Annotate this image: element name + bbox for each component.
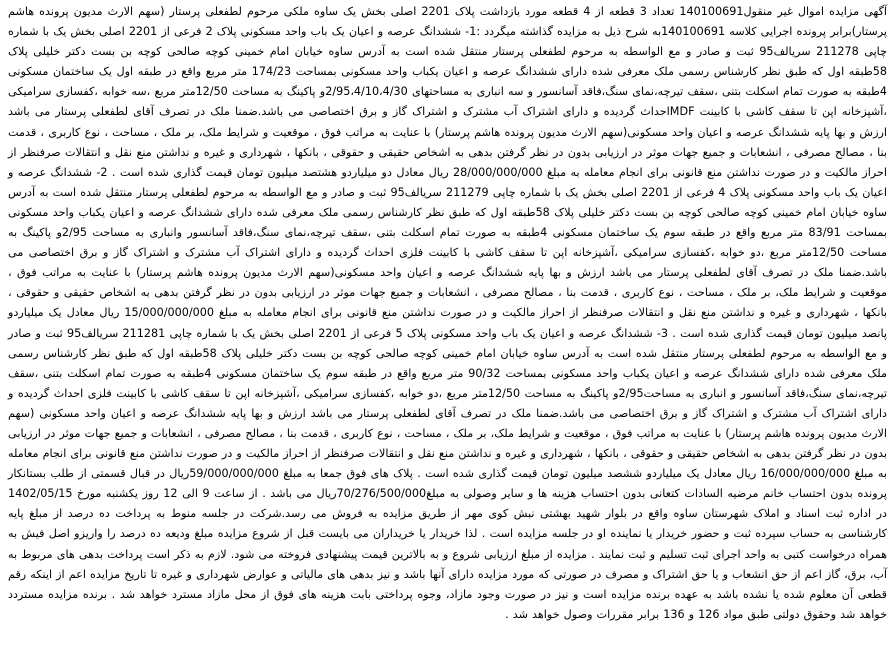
auction-notice-text: آگهی مزایده اموال غیر منقول140100691 تعداد 3 قطعه از 4 قطعه مورد بازداشت پلاک 2201 اصلی بخش یک ساوه ملکی مرحوم لطفعلی پرستار (سهم الارث مدیون پرونده هاشم پرستار)برابر پرونده اجرایی کلاسه 140100691به شرح ذیل به مزایده گذاشته میگردد :1- ششدانگ عرصه و اعیان یک باب واحد مسکونی پلاک 2 فرعی از 2201 اصلی بخش یک با شماره چاپی 211278 سریالف95 ثبت و صادر و مع الواسطه به مرحوم لطفعلی پرستار منتقل شده است به آدرس ساوه خیابان امام خمینی کوچه صالحی کوچه بن بست دکتر خلیلی پلاک 58طبقه اول که طبق نظر کارشناس رسمی ملک معرفی شده دارای ششدانگ عرصه و اعیان یکباب واحد مسکونی بمساحت 174/23 متر مربع واقع در طبقه اول یک ساختمان مسکونی 4طبقه به صورت تمام اسکلت بتنی ،سقف تیرچه،نمای سنگ،فاقد آسانسور و سه انباری به مساحتهای 2/95،4/10،4/30و پاکینگ به مساحت 12/50متر مربع ،سه خوابه ،کفسازی سرامیکی ،آشپزخانه اپن تا سقف کاشی با کابینت MDFاحداث گردیده و دارای اشتراک آب مشترک و اشتراک گاز و برق اختصاصی می باشد.ضمنا ملک در تصرف آقای لطفعلی پرستار می باشد ارزش و بها پایه ششدانگ عرصه و اعیان واحد مسکونی(سهم الارث مدیون پرونده هاشم پرستار) با عنایت به مراتب فوق ، موقعیت و شرایط ملک، بر ملک ، مساحت ، نوع کاربری ، قدمت بنا ، مصالح مصرفی ، انشعابات و جمیع جهات موثر در ارزیابی بدون در نظر گرفتن بدهی به اشخاص حقیقی و حقوقی ، بانکها ، شهرداری و غیره و نداشتن منع نقل و انتقالات صرفنظر از احراز مالکیت و در صورت نداشتن منع قانونی برای انجام معامله به مبلغ 28/000/000/000 ریال معادل دو میلیاردو هشتصد میلیون تومان قیمت گذاری شده است . 2- ششدانگ عرصه و اعیان یک باب واحد مسکونی پلاک 4 فرعی از 2201 اصلی بخش یک با شماره چاپی 211279 سریالف95 ثبت و صادر و مع الواسطه به مرحوم لطفعلی پرستار منتقل شده است به آدرس ساوه خیابان امام خمینی کوچه صالحی کوچه بن بست دکتر خلیلی پلاک 58طبقه اول که طبق نظر کارشناس رسمی ملک معرفی شده دارای ششدانگ عرصه و اعیان یکباب واحد مسکونی بمساحت 83/91 متر مربع واقع در طبقه سوم یک ساختمان مسکونی 4طبقه به صورت تمام اسکلت بتنی ،سقف تیرچه،نمای سنگ،فاقد آسانسور وانباری به مساحت 2/95و پاکینگ به مساحت 12/50متر مربع ،دو خوابه ،کفسازی سرامیکی ،آشپزخانه اپن تا سقف کاشی با کابینت فلزی احداث گردیده و دارای اشتراک آب مشترک و اشتراک گاز و برق اختصاصی می باشد.ضمنا ملک در تصرف آقای لطفعلی پرستار می باشد ارزش و بها پایه ششدانگ عرصه و اعیان واحد مسکونی(سهم الارث مدیون پرونده هاشم پرستار) با عنایت به مراتب فوق ، موقعیت و شرایط ملک، بر ملک ، مساحت ، نوع کاربری ، قدمت بنا ، مصالح مصرفی ، انشعابات و جمیع جهات موثر در ارزیابی بدون در نظر گرفتن بدهی به اشخاص حقیقی و حقوقی ، بانکها ، شهرداری و غیره و نداشتن منع نقل و انتقالات صرفنظر از احراز مالکیت و در صورت نداشتن منع قانونی برای انجام معامله به مبلغ 15/000/000/000 ریال معادل یک میلیاردو پانصد میلیون تومان قیمت گذاری شده است . 3- ششدانگ عرصه و اعیان یک باب واحد مسکونی پلاک 5 فرعی از 2201 اصلی بخش یک با شماره چاپی 211281 سریالف95 ثبت و صادر و مع الواسطه به مرحوم لطفعلی پرستار منتقل شده است به آدرس ساوه خیابان امام خمینی کوچه صالحی کوچه بن بست دکتر خلیلی پلاک 58طبقه اول که طبق نظر کارشناس رسمی ملک معرفی شده دارای ششدانگ عرصه و اعیان یکباب واحد مسکونی بمساحت 90/32 متر مربع واقع در طبقه سوم یک ساختمان مسکونی 4طبقه به صورت تمام اسکلت بتنی ،سقف تیرچه،نمای سنگ،فاقد آسانسور و انباری به مساحت2/95و پاکینگ به مساحت 12/50متر مربع ،دو خوابه ،کفسازی سرامیکی ،آشپزخانه اپن تا سقف کاشی با کابینت فلزی احداث گردیده و دارای اشتراک آب مشترک و اشتراک گاز و برق اختصاصی می باشد.ضمنا ملک در تصرف آقای لطفعلی پرستار می باشد ارزش و بها پایه ششدانگ عرصه و اعیان واحد مسکونی (سهم الارث مدیون پرونده هاشم پرستار) با عنایت به مراتب فوق ، موقعیت و شرایط ملک، بر ملک ، مساحت ، نوع کاربری ، قدمت بنا ، مصالح مصرفی ، انشعابات و جمیع جهات موثر در ارزیابی بدون در نظر گرفتن بدهی به اشخاص حقیقی و حقوقی ، بانکها ، شهرداری و غیره و نداشتن منع نقل و انتقالات صرفنظر از احراز مالکیت و در صورت نداشتن منع قانونی برای انجام معامله به مبلغ 16/000/000/000 ریال معادل یک میلیاردو ششصد میلیون تومان قیمت گذاری شده است . پلاک های فوق جمعا به مبلغ 59/000/000/000ریال در قبال قسمتی از طلب بستانکار پرونده بدون احتساب خانم مرضیه السادات کتعانی بدون احتساب هزینه ها و سایر وصولی به مبلغ70/276/500/000ریال می باشد . از ساعت 9 الی 12 روز یکشنبه مورخ 1402/05/15 در اداره ثبت اسناد و املاک شهرستان ساوه واقع در بلوار شهید بهشتی نبش کوی مهر از طریق مزایده به فروش می رسد.شرکت در جلسه منوط به پرداخت ده درصد از مبلغ پایه کارشناسی به حساب سپرده ثبت و حضور خریدار یا نماینده او در جلسه مزایده است . لذا خریدار یا خریداران می بایست قبل از شروع مزایده مبلغ ودیعه ده درصد را واریزو اصل فیش به همراه درخواست کتبی به واحد اجرای ثبت تسلیم و ثبت نمایند . مزایده از مبلغ ارزیابی شروع و به بالاترین قیمت پیشنهادی فروخته می شود. لازم به ذکر است پرداخت بدهی های مربوط به آب، برق، گاز اعم از حق انشعاب و یا حق اشتراک و مصرف در صورتی که مورد مزایده دارای آنها باشد و نیز بدهی های مالیاتی و عوارض شهرداری و غیره تا تاریخ مزایده اعم از اینکه رقم قطعی آن معلوم شده یا نشده باشد به عهده برنده مزایده است و نیز در صورت وجود مازاد، وجوه پرداختی بابت هزینه های فوق از محل مازاد مسترد خواهد شد . برنده مزایده مستردد خواهد شد وحقوق دولتی طبق مواد 126 و 136 برابر مقررات وصول خواهد شد .	[8, 5, 888, 621]
